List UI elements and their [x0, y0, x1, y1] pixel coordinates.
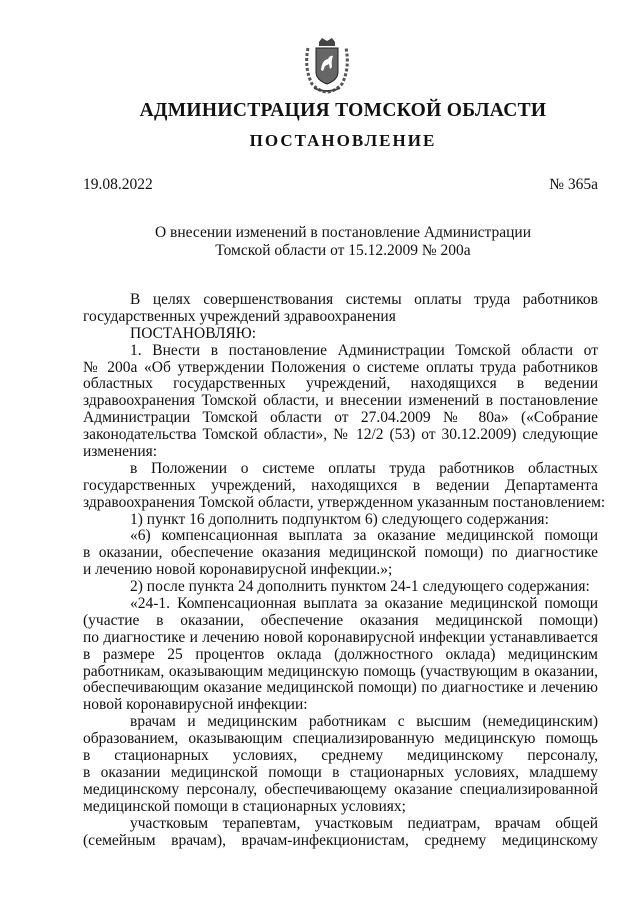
document-number: № 365а	[549, 176, 598, 193]
text-line: 1) пункт 16 дополнить подпунктом 6) следующего содержания:	[130, 510, 549, 528]
text-line: медицинской помощи в стационарных условиях;	[83, 797, 406, 815]
text-line: медицинскому персоналу, обеспечивающему оказание специализированной	[83, 781, 598, 798]
text-line: «24-1. Компенсационная выплата за оказание медицинской помощи	[130, 596, 598, 613]
text-line: новой коронавирусной инфекции:	[83, 696, 308, 714]
text-line: здравоохранения Томской области, и внесении изменений в постановление	[83, 393, 598, 410]
text-line: здравоохранения Томской области, утвержденном указанным постановлением:	[83, 493, 606, 511]
text-line: В целях совершенствования системы оплаты труда работников	[130, 292, 598, 308]
text-line: в стационарных условиях, среднему медицинскому персоналу,	[83, 748, 598, 765]
document-body	[83, 292, 606, 849]
text-line: государственных учреждений здравоохранения	[83, 307, 396, 325]
text-line: в оказании, обеспечение оказания медицинской помощи) по диагностике	[83, 545, 598, 562]
text-line: образованием, оказывающим специализированную медицинскую помощь	[83, 731, 598, 748]
coat-of-arms-emblem	[302, 34, 352, 96]
text-line: 1. Внести в постановление Администрации Томской области от	[130, 342, 598, 359]
text-line: в размере 25 процентов оклада (должностного оклада) медицинским	[83, 646, 598, 663]
subject-line: О внесении изменений в постановление Администрации	[154, 224, 532, 241]
text-line: № 200а «Об утверждении Положения о системе оплаты труда работников	[83, 359, 598, 376]
document-date: 19.08.2022	[83, 176, 153, 193]
text-line: Администрации Томской области от 27.04.2009 № 80а» («Собрание	[83, 410, 598, 427]
text-line: обеспечивающим оказание медицинской помощи) по диагностике и лечению	[83, 680, 598, 697]
text-line: областных государственных учреждений, находящихся в ведении	[83, 376, 598, 393]
text-line: в оказании медицинской помощи в стационарных условиях, младшему	[83, 764, 598, 781]
text-line: (семейным врачам), врачам-инфекционистам, среднему медицинскому	[83, 832, 598, 849]
text-line: (участие в оказании, обеспечение оказания медицинской помощи)	[83, 612, 598, 629]
text-line: работникам, оказывающим медицинскую помощь (участвующим в оказании,	[83, 663, 598, 680]
text-line: по диагностике и лечению новой коронавирусной инфекции устанавливается	[83, 629, 598, 646]
text-line: изменения:	[83, 443, 158, 461]
document-type: ПОСТАНОВЛЕНИЕ	[249, 131, 437, 150]
text-line: «6) компенсационная выплата за оказание медицинской помощи	[130, 528, 598, 545]
subject-line: Томской области от 15.12.2009 № 200а	[215, 242, 471, 259]
text-line: законодательства Томской области», № 12/2 (53) от 30.12.2009) следующие	[83, 427, 598, 444]
text-line: и лечению новой коронавирусной инфекции.»;	[83, 561, 393, 579]
text-line: 2) после пункта 24 дополнить пунктом 24-1 следующего содержания:	[130, 578, 590, 596]
document-subject	[0, 224, 640, 260]
organization-title: АДМИНИСТРАЦИЯ ТОМСКОЙ ОБЛАСТИ	[139, 100, 547, 121]
text-line: в Положении о системе оплаты труда работников областных	[130, 460, 598, 477]
text-line: участковым терапевтам, участковым педиатрам, врачам общей	[130, 815, 598, 832]
text-line: государственных учреждений, находящихся в ведении Департамента	[83, 477, 598, 494]
text-line: ПОСТАНОВЛЯЮ:	[130, 324, 257, 342]
text-line: врачам и медицинским работникам с высшим (немедицинским)	[130, 714, 598, 731]
